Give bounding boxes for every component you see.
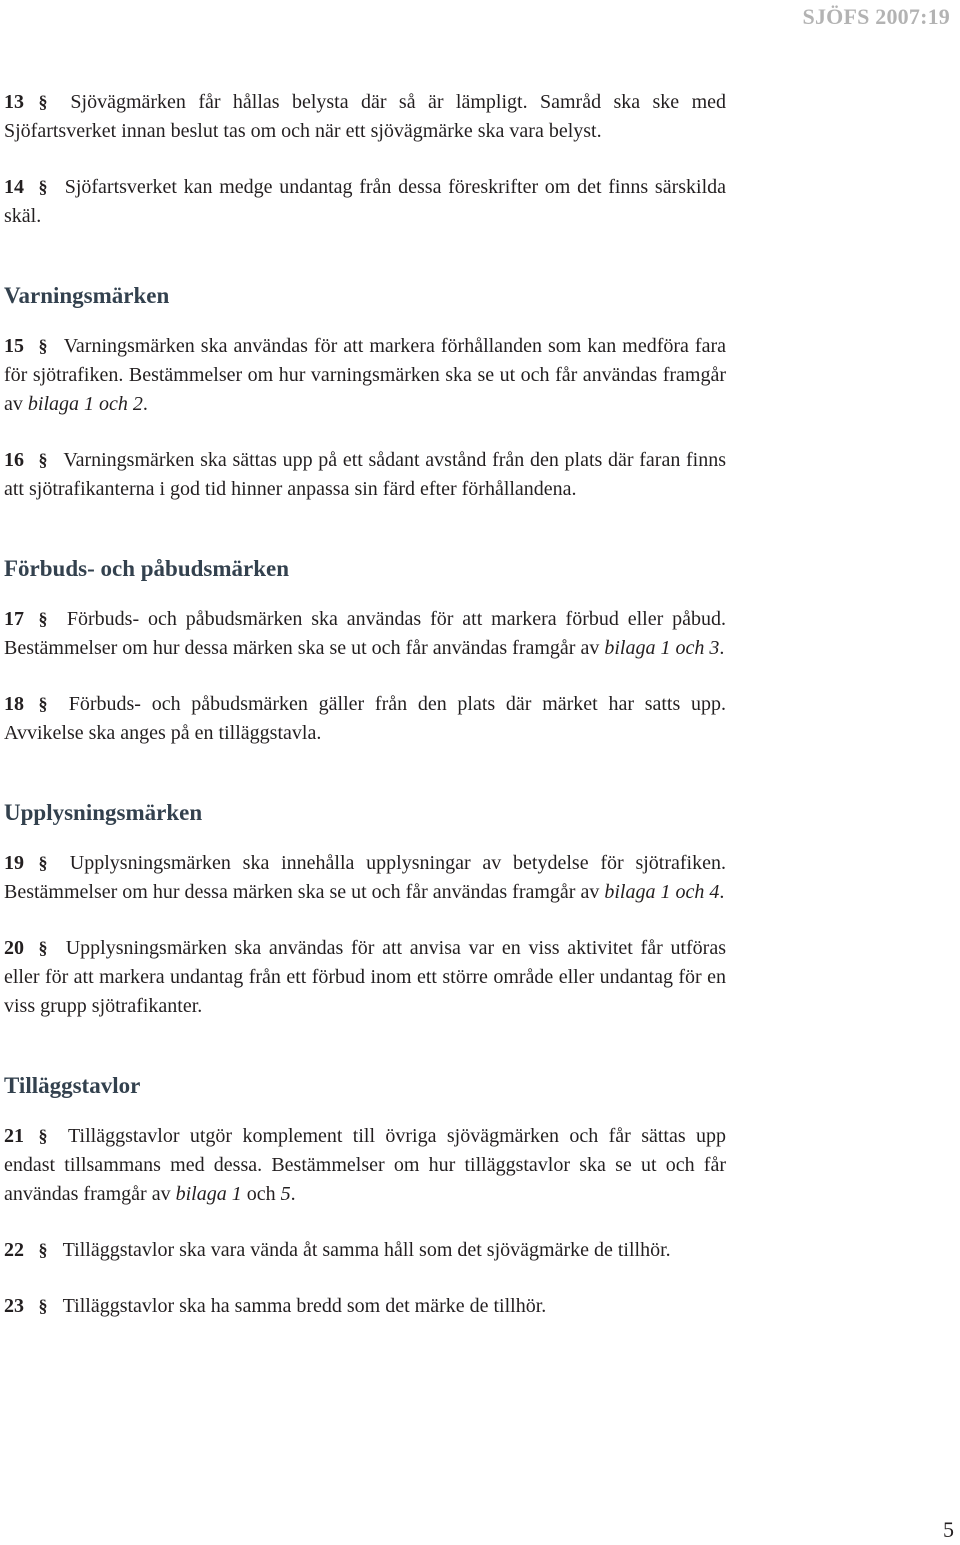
paragraph-end: . — [290, 1183, 296, 1205]
paragraph-20 — [4, 934, 726, 1021]
section-symbol: § — [38, 938, 48, 958]
paragraph-text: Upplysningsmärken ska användas för att anvisa var en viss aktivitet får utföras eller för att markera undantag från ett förbud inom ett större område eller undantag för en viss grupp sjötrafikanter. — [4, 937, 726, 1017]
paragraph-text: Tilläggstavlor ska ha samma bredd som det märke de tillhör. — [62, 1295, 547, 1317]
paragraph-end: . — [719, 881, 725, 903]
section-symbol: § — [38, 177, 48, 197]
appendix-reference: bilaga 1 och 4 — [604, 881, 720, 903]
paragraph-number: 18 — [4, 693, 24, 715]
paragraph-text: Sjöfartsverket kan medge undantag från dessa föreskrifter om det finns särskilda skäl. — [4, 176, 727, 227]
paragraph-text: Varningsmärken ska användas för att markera förhållanden som kan medföra fara för sjötrafiken. Bestämmelser om hur varningsmärken ska se ut och får användas framgår av — [4, 335, 727, 415]
paragraph-text: Förbuds- och påbudsmärken gäller från den plats där märket har satts upp. Avvikelse ska anges på en tilläggstavla. — [4, 693, 726, 744]
paragraph-number: 23 — [4, 1295, 24, 1317]
section-symbol: § — [38, 92, 48, 112]
paragraph-19 — [4, 849, 726, 907]
heading-varningsmarken: Varningsmärken — [4, 283, 170, 308]
paragraph-text: Tilläggstavlor utgör komplement till övriga sjövägmärken och får sättas upp endast tillsammans med dessa. Bestämmelser om hur tilläggstavlor ska se ut och får användas framgår av — [4, 1125, 726, 1205]
appendix-reference: bilaga 1 och 2 — [27, 393, 143, 415]
paragraph-text: Upplysningsmärken ska innehålla upplysningar av betydelse för sjötrafiken. Bestämmelser om hur dessa märken ska se ut och får användas framgår av — [4, 852, 726, 903]
paragraph-23 — [4, 1292, 726, 1321]
paragraph-18 — [4, 690, 726, 748]
paragraph-text: Tilläggstavlor ska vara vända åt samma håll som det sjövägmärke de tillhör. — [62, 1239, 671, 1261]
paragraph-number: 20 — [4, 937, 24, 959]
paragraph-number: 15 — [4, 335, 24, 357]
paragraph-conjunction: och — [246, 1183, 276, 1205]
appendix-reference: bilaga 1 — [175, 1183, 242, 1205]
page-number: 5 — [943, 1517, 954, 1542]
paragraph-end: . — [719, 637, 725, 659]
paragraph-number: 13 — [4, 91, 24, 113]
section-symbol: § — [38, 1240, 48, 1260]
paragraph-15 — [4, 332, 726, 419]
paragraph-text: Varningsmärken ska sättas upp på ett sådant avstånd från den plats där faran finns att sjötrafikanterna i god tid hinner anpassa sin färd efter förhållandena. — [4, 449, 727, 500]
paragraph-16 — [4, 446, 726, 504]
paragraph-number: 19 — [4, 852, 24, 874]
heading-upplysningsmarken: Upplysningsmärken — [4, 800, 203, 825]
appendix-reference: bilaga 1 och 3 — [604, 637, 720, 659]
section-symbol: § — [38, 609, 48, 629]
section-symbol: § — [38, 336, 48, 356]
paragraph-number: 21 — [4, 1125, 24, 1147]
section-symbol: § — [38, 853, 48, 873]
paragraph-end: . — [142, 393, 148, 415]
paragraph-text: Förbuds- och påbudsmärken ska användas för att markera förbud eller påbud. Bestämmelser om hur dessa märken ska se ut och får användas framgår av — [4, 608, 727, 659]
section-symbol: § — [38, 450, 48, 470]
section-symbol: § — [38, 694, 48, 714]
appendix-reference: 5 — [280, 1183, 291, 1205]
document-reference: SJÖFS 2007:19 — [802, 4, 950, 29]
paragraph-number: 16 — [4, 449, 24, 471]
paragraph-13 — [4, 88, 726, 146]
heading-forbudsmarken: Förbuds- och påbudsmärken — [4, 556, 290, 581]
document-body — [4, 86, 726, 1321]
paragraph-22 — [4, 1236, 726, 1265]
paragraph-number: 17 — [4, 608, 24, 630]
paragraph-number: 22 — [4, 1239, 24, 1261]
paragraph-21 — [4, 1122, 726, 1209]
section-symbol: § — [38, 1296, 48, 1316]
heading-tillaggstavlor: Tilläggstavlor — [4, 1073, 141, 1098]
paragraph-number: 14 — [4, 176, 24, 198]
section-symbol: § — [38, 1126, 48, 1146]
paragraph-text: Sjövägmärken får hållas belysta där så är lämpligt. Samråd ska ske med Sjöfartsverket innan beslut tas om och när ett sjövägmärke ska vara belyst. — [4, 91, 726, 142]
paragraph-17 — [4, 605, 726, 663]
paragraph-14 — [4, 173, 726, 231]
